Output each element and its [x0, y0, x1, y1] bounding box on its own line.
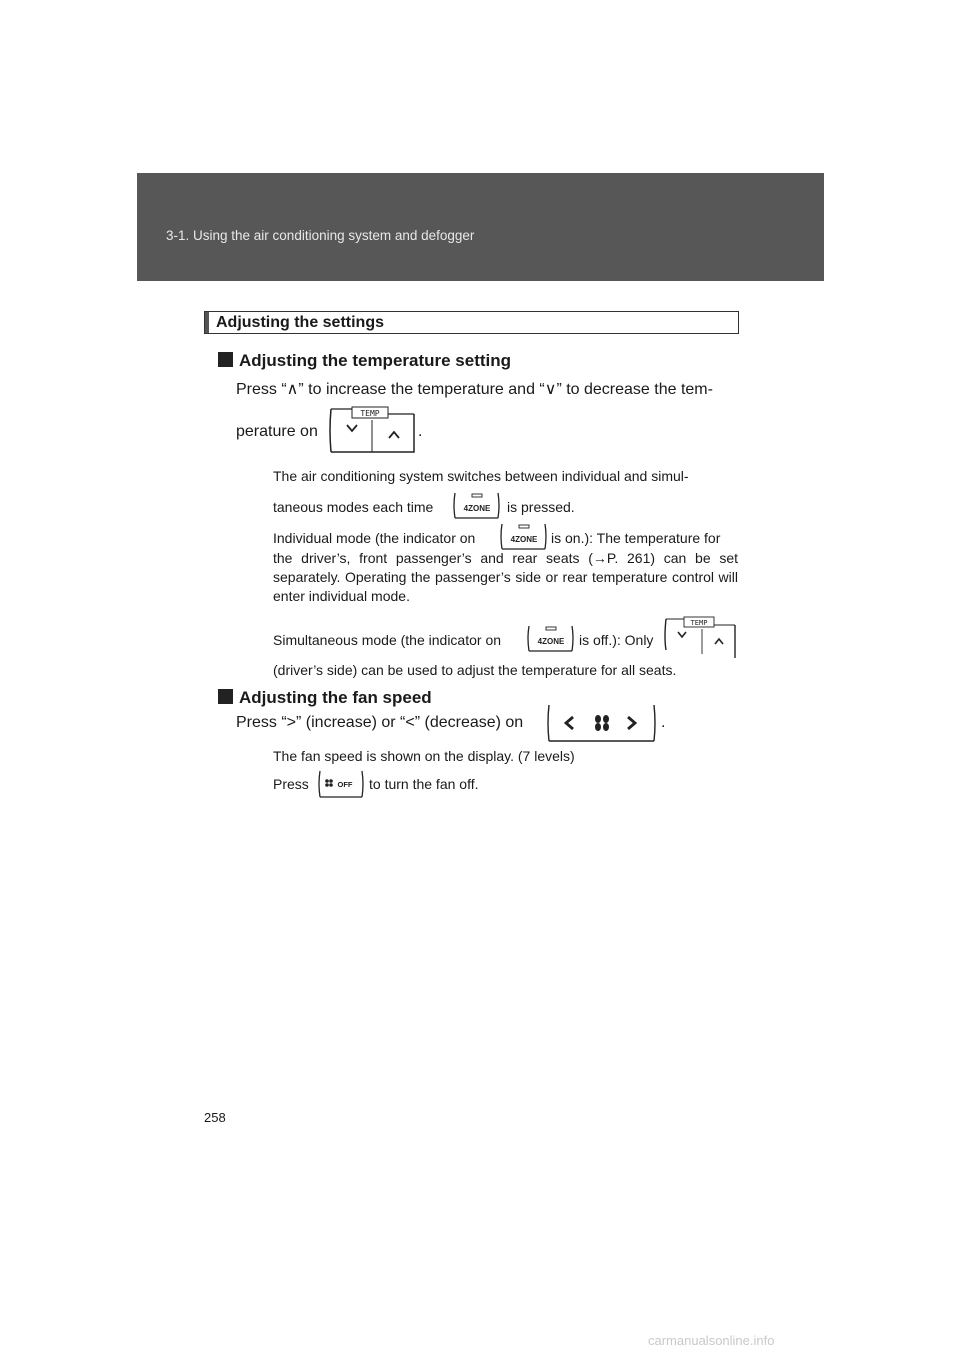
note-switch-prefix: taneous modes each time — [273, 499, 434, 515]
svg-text:4ZONE: 4ZONE — [463, 504, 491, 513]
temp-instruction-suffix: . — [418, 423, 423, 440]
temp-instruction-line1: Press “∧” to increase the temperature and “∨” to decrease the tem- — [236, 381, 713, 398]
section-accent-bar — [205, 312, 209, 333]
chevron-down-icon — [678, 632, 686, 637]
chevron-left-icon — [566, 717, 573, 729]
section-title: Adjusting the settings — [216, 314, 384, 331]
indicator-light-icon — [546, 627, 556, 630]
note-individual-prefix: Individual mode (the indicator on — [273, 530, 476, 546]
temp-heading: Adjusting the temperature setting — [218, 351, 511, 371]
chapter-title: 3-1. Using the air conditioning system and defogger — [166, 228, 475, 243]
note-individual-body: the driver’s, front passenger’s and rear seats (→P. 261) can be set separately. Operating the passenger’s side or rear temperature control will enter individual mode. — [273, 550, 738, 604]
temp-button-icon — [662, 616, 738, 660]
indicator-light-icon — [519, 525, 529, 528]
chapter-header — [137, 173, 824, 281]
temp-button-icon — [326, 406, 416, 454]
svg-text:4ZONE: 4ZONE — [537, 637, 565, 646]
chevron-down-icon — [347, 425, 357, 431]
watermark: carmanualsonline.info — [648, 1333, 775, 1348]
fan-instruction-prefix: Press “>” (increase) or “<” (decrease) on — [236, 714, 524, 731]
note-simultaneous-prefix: Simultaneous mode (the indicator on — [273, 632, 502, 648]
fan-icon — [595, 715, 609, 731]
page-number: 258 — [204, 1110, 226, 1125]
svg-text:OFF: OFF — [337, 780, 353, 789]
note-switch-modes: The air conditioning system switches between individual and simul- — [273, 468, 689, 484]
svg-text:TEMP: TEMP — [690, 619, 708, 627]
fan-instruction-suffix: . — [661, 714, 666, 731]
zone-button-icon — [452, 490, 502, 520]
fan-off-button-icon — [317, 769, 365, 799]
fan-icon — [325, 779, 333, 787]
temp-instruction-prefix: perature on — [236, 423, 318, 440]
note-switch-suffix: is pressed. — [507, 499, 575, 515]
temp-label: TEMP — [360, 409, 380, 418]
chevron-up-icon — [715, 639, 723, 644]
indicator-light-icon — [472, 494, 482, 497]
svg-text:4ZONE: 4ZONE — [510, 535, 538, 544]
chevron-up-icon — [389, 432, 399, 438]
zone-button-icon — [499, 521, 549, 551]
fan-heading: Adjusting the fan speed — [218, 688, 432, 708]
square-bullet-icon — [218, 689, 233, 704]
fan-speed-button-icon — [544, 703, 659, 743]
note-fan-off-prefix: Press — [273, 776, 309, 792]
note-fan-off-suffix: to turn the fan off. — [369, 776, 479, 792]
note-simultaneous-mid: is off.): Only — [579, 632, 654, 648]
zone-button-icon — [526, 623, 576, 653]
chevron-right-icon — [628, 717, 635, 729]
section-heading-box — [204, 311, 739, 334]
note-simultaneous-body: (driver’s side) can be used to adjust the temperature for all seats. — [273, 662, 677, 678]
square-bullet-icon — [218, 352, 233, 367]
note-individual-suffix: is on.): The temperature for — [551, 530, 721, 546]
note-fan-levels: The fan speed is shown on the display. (7 levels) — [273, 748, 575, 764]
